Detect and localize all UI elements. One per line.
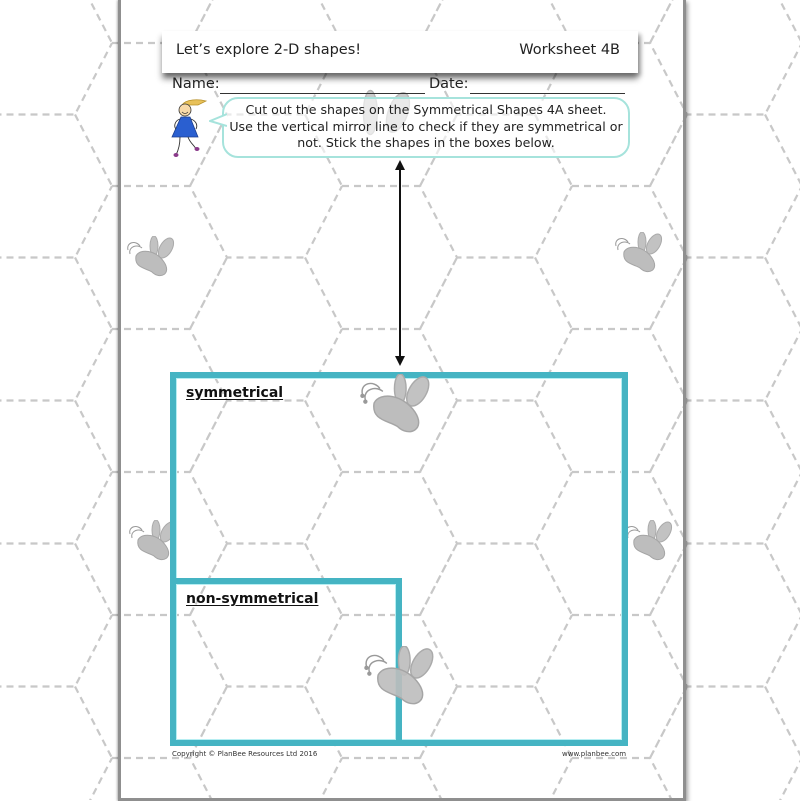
speech-bubble-tail xyxy=(209,112,227,132)
copyright-text: Copyright © PlanBee Resources Ltd 2016 xyxy=(172,750,318,758)
symmetrical-label: symmetrical xyxy=(186,385,284,401)
bee-icon xyxy=(120,236,178,280)
bee-icon xyxy=(352,646,442,710)
instruction-line: not. Stick the shapes in the boxes below. xyxy=(297,135,555,150)
instruction-line: Use the vertical mirror line to check if they are symmetrical or xyxy=(229,118,623,134)
instructions-bubble xyxy=(222,97,630,158)
date-label: Date: xyxy=(429,76,469,92)
double-arrow-icon xyxy=(392,160,408,366)
worksheet-title: Let’s explore 2-D shapes! xyxy=(176,42,362,58)
name-field[interactable] xyxy=(220,93,425,94)
title-banner xyxy=(162,31,638,73)
non-symmetrical-label: non-symmetrical xyxy=(186,591,319,607)
cartoon-girl-icon xyxy=(168,97,212,159)
name-date-row xyxy=(172,76,627,96)
name-label: Name: xyxy=(172,76,220,92)
instruction-line: Cut out the shapes on the Symmetrical Shapes 4A sheet. xyxy=(245,102,607,117)
date-field[interactable] xyxy=(470,93,625,94)
instructions-text xyxy=(224,102,628,152)
bee-icon xyxy=(608,232,666,276)
worksheet-code: Worksheet 4B xyxy=(519,42,620,58)
bee-icon xyxy=(348,374,438,438)
website-link[interactable]: www.planbee.com xyxy=(562,750,627,758)
